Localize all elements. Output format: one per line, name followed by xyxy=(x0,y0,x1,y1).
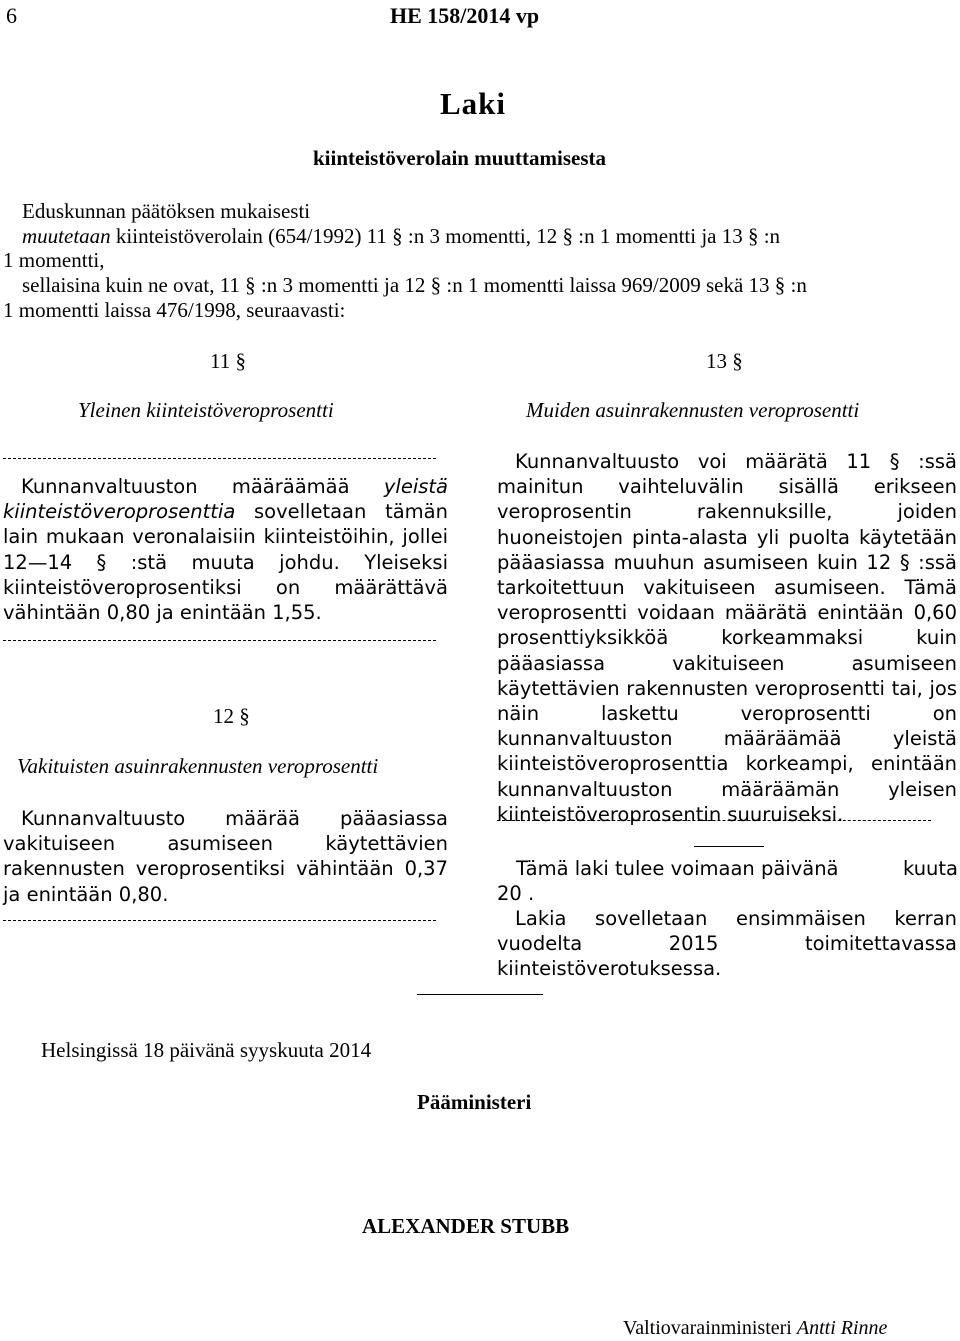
minister-role: Valtiovarainministeri xyxy=(623,1317,792,1339)
law-subtitle: kiinteistöverolain muuttamisesta xyxy=(313,146,607,170)
end-rule xyxy=(417,994,543,995)
section-12-heading: Vakituisten asuinrakennusten veroprosentti xyxy=(17,754,379,778)
preamble-line-5: 1 momentti laissa 476/1998, seuraavasti: xyxy=(3,298,346,322)
section-11-heading: Yleinen kiinteistöveroprosentti xyxy=(78,398,334,422)
section-11-number: 11 § xyxy=(210,349,246,373)
entry-line-1a: Tämä laki tulee voimaan päivänä xyxy=(516,857,839,880)
signature-role: Pääministeri xyxy=(417,1090,532,1114)
entry-line-2: 20 . xyxy=(497,882,535,905)
dash-rule-11-bottom xyxy=(3,640,436,641)
dash-rule-12-bottom xyxy=(3,920,436,921)
amend-verb: muutetaan xyxy=(22,224,111,248)
section-12-text: Kunnanvaltuusto määrää pääasiassa vakituiseen asumiseen käytettävien rakennusten veroprosentiksi vähintään 0,37 ja enintään 0,80. xyxy=(3,807,448,906)
minister-name: Antti Rinne xyxy=(796,1317,888,1339)
preamble-line-3: 1 momentti, xyxy=(3,248,105,272)
preamble-line-2 xyxy=(22,224,780,249)
short-rule-13 xyxy=(694,846,764,847)
document-id: HE 158/2014 vp xyxy=(390,3,540,28)
dash-rule-11-top xyxy=(3,458,436,459)
section-11-text-a: Kunnanvaltuuston määräämää xyxy=(21,475,384,498)
entry-line-1b: kuuta xyxy=(903,857,959,880)
section-11-text-italic: yleistä kiinteistöveroprosenttia xyxy=(3,475,448,524)
section-11-text-b: sovelletaan tämän lain mukaan veronalaisiin kiinteistöihin, jollei 12—14 § :stä muuta johdu. Yleiseksi kiinteistöveroprosentiksi on määrättävä vähintään 0,80 ja enintään 1,55. xyxy=(3,500,448,625)
signature-place-date: Helsingissä 18 päivänä syyskuuta 2014 xyxy=(41,1038,372,1062)
preamble-line-1: Eduskunnan päätöksen mukaisesti xyxy=(22,199,311,223)
law-title: Laki xyxy=(440,86,507,121)
section-11-text xyxy=(3,474,448,625)
section-13-number: 13 § xyxy=(706,349,743,373)
minister-signature xyxy=(623,1316,887,1341)
section-13-heading: Muiden asuinrakennusten veroprosentti xyxy=(526,398,860,422)
section-12-number: 12 § xyxy=(213,704,250,728)
section-13-text: Kunnanvaltuusto voi määrätä 11 § :ssä mainitun vaihteluvälin sisällä erikseen veroprosentin rakennuksille, joiden huoneistojen pinta-alasta yli puolta käytetään pääasiassa muuhun asumiseen kuin 12 § :ssä tarkoitettuun vakituiseen asumiseen. Tämä veroprosentti voidaan määrätä enintään 0,60 prosenttiyksikköä korkeammaksi kuin pääasiassa vakituiseen asumiseen käytettävien rakennusten veroprosentti tai, jos näin laskettu veroprosentti on kunnanvaltuuston määräämää yleistä kiinteistöveroprosenttia korkeampi, enintään kunnanvaltuuston määräämän yleisen kiinteistöveroprosentin suuruiseksi. xyxy=(497,450,957,826)
preamble-line-4: sellaisina kuin ne ovat, 11 § :n 3 momentti ja 12 § :n 1 momentti laissa 969/2009 sekä 13 § :n xyxy=(22,273,807,297)
signature-name: ALEXANDER STUBB xyxy=(362,1214,570,1238)
amend-text: kiinteistöverolain (654/1992) 11 § :n 3 momentti, 12 § :n 1 momentti ja 13 § :n xyxy=(110,224,781,248)
dash-rule-13-bottom xyxy=(497,820,931,821)
entry-paragraph-2: Lakia sovelletaan ensimmäisen kerran vuodelta 2015 toimitettavassa kiinteistöverotuksessa. xyxy=(497,907,957,981)
page-number: 6 xyxy=(6,3,17,28)
